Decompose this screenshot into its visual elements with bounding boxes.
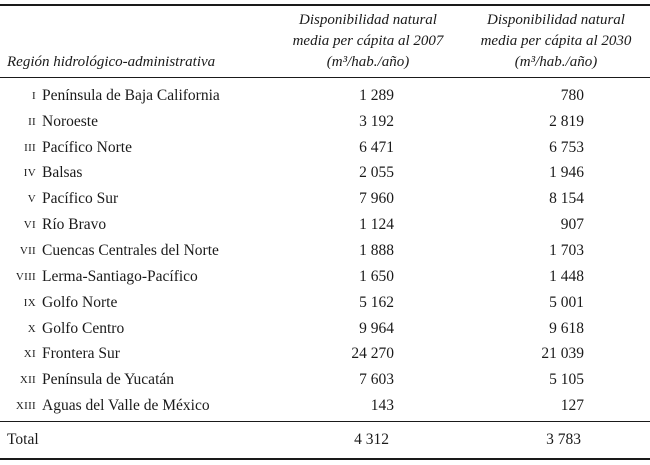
table-row <box>0 83 650 109</box>
table-row <box>0 290 650 316</box>
spacer <box>584 367 650 393</box>
value-2030: 907 <box>560 216 584 234</box>
table-row <box>0 161 650 187</box>
spacer <box>394 316 524 342</box>
value-2030: 1 703 <box>549 241 584 259</box>
value-2007: 2 055 <box>359 164 394 182</box>
spacer <box>394 264 524 290</box>
header-2007-line: media per cápita al 2007 <box>292 33 444 49</box>
region-number: III <box>24 141 36 154</box>
region-number: XII <box>19 374 36 387</box>
spacer <box>394 341 524 367</box>
value-2030: 2 819 <box>549 112 584 130</box>
header-2030 <box>466 10 646 73</box>
value-2030: 9 618 <box>549 319 584 337</box>
spacer <box>584 161 650 187</box>
spacer <box>584 83 650 109</box>
spacer <box>394 109 524 135</box>
region-number: XIII <box>15 400 36 413</box>
region-number: VII <box>19 244 36 257</box>
region-name: Pacífico Norte <box>42 138 132 156</box>
value-2007: 3 192 <box>359 112 394 130</box>
region-number: IV <box>23 167 36 180</box>
table-row <box>0 238 650 264</box>
table-row <box>0 316 650 342</box>
header-2007 <box>278 10 458 73</box>
spacer <box>584 135 650 161</box>
value-2030: 127 <box>560 397 584 415</box>
value-2030: 5 001 <box>549 293 584 311</box>
spacer <box>584 264 650 290</box>
value-2007: 9 964 <box>359 319 394 337</box>
spacer <box>394 367 524 393</box>
spacer <box>394 238 524 264</box>
region-name: Río Bravo <box>42 216 107 234</box>
total-label: Total <box>7 431 39 448</box>
total-2007: 4 312 <box>354 431 389 448</box>
spacer <box>394 186 524 212</box>
header-2030-line: media per cápita al 2030 <box>480 33 632 49</box>
value-2007: 1 650 <box>359 267 394 285</box>
table-row <box>0 264 650 290</box>
spacer <box>584 341 650 367</box>
spacer <box>394 212 524 238</box>
value-2030: 1 448 <box>549 267 584 285</box>
spacer <box>584 109 650 135</box>
header-2030-line: Disponibilidad natural <box>487 12 625 28</box>
table-row <box>0 393 650 419</box>
region-name: Península de Yucatán <box>42 371 174 389</box>
top-rule <box>0 4 650 6</box>
spacer <box>584 186 650 212</box>
bottom-rule <box>0 458 650 460</box>
header-region: Región hidrológico-administrativa <box>7 54 216 70</box>
value-2007: 1 124 <box>359 216 394 234</box>
table-row <box>0 367 650 393</box>
value-2030: 1 946 <box>549 164 584 182</box>
table-row <box>0 109 650 135</box>
region-number: I <box>32 89 36 102</box>
region-number: II <box>28 115 36 128</box>
value-2007: 24 270 <box>351 345 394 363</box>
value-2007: 7 960 <box>359 190 394 208</box>
header-rule <box>0 77 650 78</box>
table-row <box>0 341 650 367</box>
spacer <box>584 290 650 316</box>
table-row <box>0 186 650 212</box>
region-number: V <box>27 193 36 206</box>
total-row <box>7 423 650 457</box>
total-rule <box>0 421 650 422</box>
spacer <box>584 238 650 264</box>
value-2007: 1 289 <box>359 86 394 104</box>
total-2030: 3 783 <box>546 431 581 448</box>
region-number: XI <box>23 348 36 361</box>
region-name: Península de Baja California <box>42 86 220 104</box>
table-row <box>0 212 650 238</box>
value-2030: 8 154 <box>549 190 584 208</box>
header-2007-line: (m³/hab./año) <box>326 54 410 70</box>
value-2007: 1 888 <box>359 241 394 259</box>
spacer <box>394 83 524 109</box>
spacer <box>394 290 524 316</box>
value-2030: 780 <box>560 86 584 104</box>
region-name: Frontera Sur <box>42 345 120 363</box>
region-name: Lerma-Santiago-Pacífico <box>42 267 198 285</box>
region-name: Cuencas Centrales del Norte <box>42 241 219 259</box>
value-2030: 6 753 <box>549 138 584 156</box>
table-row <box>0 135 650 161</box>
region-name: Balsas <box>42 164 83 182</box>
region-number: X <box>27 322 36 335</box>
region-name: Noroeste <box>42 112 98 130</box>
value-2007: 143 <box>370 397 394 415</box>
region-name: Golfo Norte <box>42 293 118 311</box>
region-number: VIII <box>15 270 36 283</box>
spacer <box>394 393 524 419</box>
value-2030: 21 039 <box>541 345 584 363</box>
value-2030: 5 105 <box>549 371 584 389</box>
spacer <box>584 316 650 342</box>
region-number: IX <box>23 296 36 309</box>
header-2030-line: (m³/hab./año) <box>514 54 598 70</box>
value-2007: 5 162 <box>359 293 394 311</box>
header-2007-line: Disponibilidad natural <box>299 12 437 28</box>
value-2007: 6 471 <box>359 138 394 156</box>
region-name: Pacífico Sur <box>42 190 119 208</box>
spacer <box>584 393 650 419</box>
region-name: Aguas del Valle de México <box>42 397 210 415</box>
spacer <box>394 135 524 161</box>
value-2007: 7 603 <box>359 371 394 389</box>
spacer <box>584 212 650 238</box>
region-number: VI <box>23 219 36 232</box>
region-name: Golfo Centro <box>42 319 125 337</box>
region-rows <box>0 83 650 419</box>
spacer <box>394 161 524 187</box>
